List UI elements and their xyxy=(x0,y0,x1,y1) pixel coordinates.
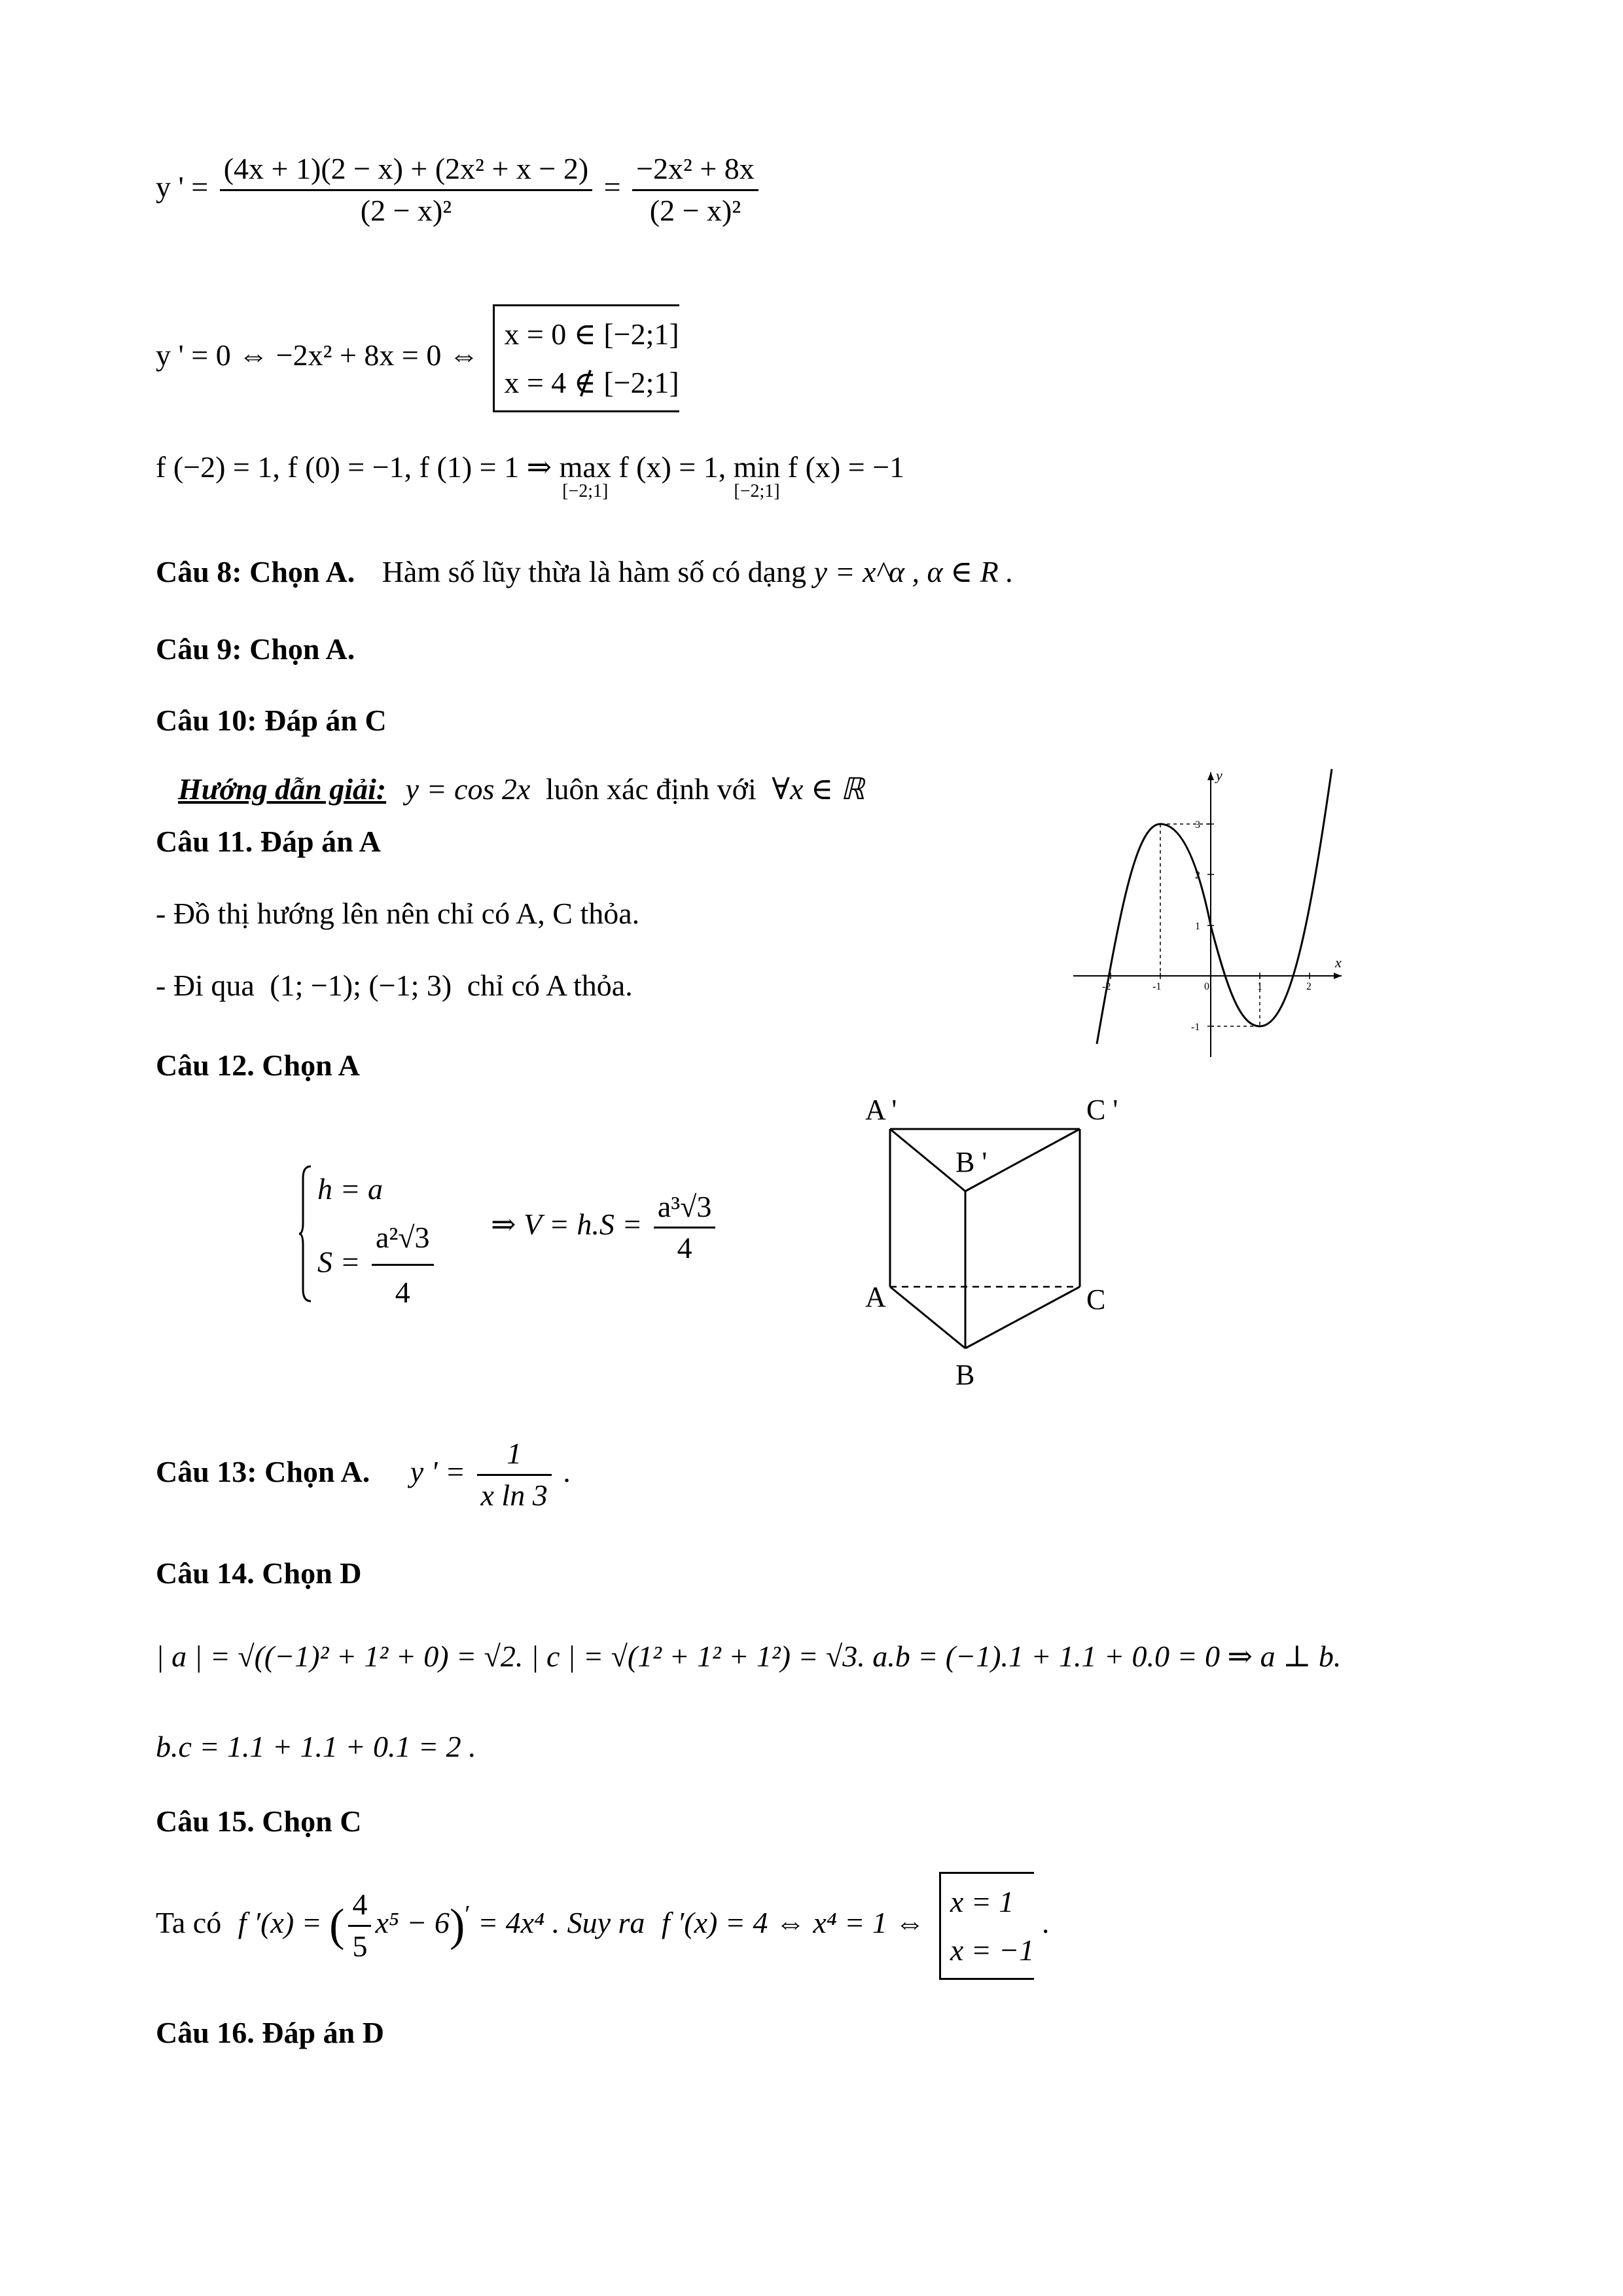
values-mid: f (x) = 1, xyxy=(618,450,726,484)
cau11-line1: - Đồ thị hướng lên nên chỉ có A, C thỏa. xyxy=(156,897,640,930)
values-end: f (x) = −1 xyxy=(787,450,905,484)
cau13-fraction: $\frac{1}{\text{x ln 3}}$ xyxy=(477,1437,552,1513)
curly-brace-icon xyxy=(298,1165,313,1302)
cau12-h: h = a xyxy=(317,1172,383,1206)
tick-x-neg1: -1 xyxy=(1152,981,1162,992)
cau15-case-1: x = 1 xyxy=(950,1885,1014,1918)
values-formula xyxy=(156,450,904,501)
cau14-line2: b.c = 1.1 + 1.1 + 0.1 = 2 . xyxy=(156,1730,476,1763)
cau8-label: Câu 8: Chọn A. xyxy=(156,555,355,588)
deriv-fraction-1 xyxy=(220,152,592,228)
cau15-cases xyxy=(939,1872,1035,1980)
cau9-label: Câu 9: Chọn A. xyxy=(156,632,355,666)
cau10-label: Câu 10: Đáp án C xyxy=(156,704,387,737)
cau15-fraction: $\frac{4}{5}$ xyxy=(348,1888,371,1964)
zero-case-2: x = 4 ∉ [−2;1] xyxy=(504,365,679,399)
cau16-label: Câu 16. Đáp án D xyxy=(156,2016,384,2049)
axis-x-label: x xyxy=(1335,954,1342,971)
close-paren: ) xyxy=(449,1900,465,1951)
deriv-fraction-2 xyxy=(632,152,758,228)
vertex-C: C xyxy=(1086,1283,1106,1316)
deriv-den2: (2 − x)² xyxy=(649,193,741,227)
tick-x-0: 0 xyxy=(1204,981,1209,992)
zero-lhs: y ' = 0 ⇔ −2x² + 8x = 0 ⇔ xyxy=(156,338,479,372)
deriv-den1: (2 − x)² xyxy=(360,193,452,227)
huong-dan-formula-2: ∀x ∈ ℝ xyxy=(772,772,865,806)
deriv-num2: −2x² + 8x xyxy=(632,152,758,191)
cau13-lhs: y ' = xyxy=(410,1454,465,1488)
huong-dan-label: Hướng dẫn giải: xyxy=(178,772,387,806)
y-axis-arrow xyxy=(1207,772,1214,780)
cau11-line2 xyxy=(156,969,633,1003)
cau13-line xyxy=(156,1437,571,1513)
huong-dan-line xyxy=(178,772,865,807)
tick-x-neg2: -2 xyxy=(1102,981,1111,992)
cau15-f1-rest: x⁵ − 6 xyxy=(375,1906,450,1940)
tick-x-1: 1 xyxy=(1257,981,1262,992)
tick-y-2: 2 xyxy=(1195,870,1200,881)
cau11-line2-formula: (1; −1); (−1; 3) xyxy=(270,969,452,1002)
cau12-v: ⇒ V = h.S = $\frac{\text{a³√3}}{4}$ xyxy=(491,1208,719,1241)
huong-dan-formula: y = cos 2x xyxy=(405,772,531,806)
zero-cases xyxy=(493,304,679,412)
cau15-case-2: x = −1 xyxy=(950,1933,1035,1967)
cau15-f2: f ′(x) = 4 ⇔ x⁴ = 1 ⇔ xyxy=(661,1906,925,1940)
cubic-curve xyxy=(1097,769,1332,1044)
cau14-label: Câu 14. Chọn D xyxy=(156,1556,362,1590)
min-operator: min [−2;1] xyxy=(733,450,781,501)
deriv-eq: = xyxy=(603,170,621,204)
cau13-end: . xyxy=(563,1454,571,1488)
cau12-label: Câu 12. Chọn A xyxy=(156,1049,360,1082)
values-part1: f (−2) = 1, f (0) = −1, f (1) = 1 ⇒ xyxy=(156,450,552,484)
cau11-line2-b: chỉ có A thỏa. xyxy=(467,969,633,1002)
cau12-s: S = $\frac{\text{a²√3}}{4}$ xyxy=(317,1213,438,1317)
vertex-A-top: A ' xyxy=(865,1094,897,1126)
cau11-line2-a: - Đi qua xyxy=(156,969,255,1002)
cau15-label: Câu 15. Chọn C xyxy=(156,1804,362,1838)
huong-dan-text: luôn xác định với xyxy=(545,772,757,806)
cau11-label: Câu 11. Đáp án A xyxy=(156,825,381,858)
cubic-graph xyxy=(1073,766,1348,1060)
tick-y-neg1: -1 xyxy=(1191,1022,1200,1033)
zero-formula xyxy=(156,304,679,412)
cau12-system xyxy=(291,1165,719,1317)
cau15-end: . xyxy=(1041,1906,1050,1940)
max-operator: max [−2;1] xyxy=(559,450,611,501)
cau15-f1-end: = 4x⁴ . Suy ra xyxy=(478,1906,645,1940)
axis-y-label: y xyxy=(1216,767,1222,783)
vertex-C-top: C ' xyxy=(1086,1094,1118,1126)
cau15-f1: f ′(x) = xyxy=(238,1906,322,1940)
x-axis-arrow xyxy=(1334,973,1342,979)
cau15-ta-co: Ta có xyxy=(156,1906,222,1940)
deriv-lhs: y ' = xyxy=(156,170,209,204)
derivative-formula xyxy=(156,152,762,228)
deriv-num1: (4x + 1)(2 − x) + (2x² + x − 2) xyxy=(220,152,592,191)
cau14-line1: | a | = √((−1)² + 1² + 0) = √2. | c | = √(1² + 1² + 1²) = √3. a.b = (−1).1 + 1.1 + 0.0 = 0 ⇒ a ⊥ b. xyxy=(156,1640,1342,1673)
cau8-text: Hàm số lũy thừa là hàm số có dạng xyxy=(382,555,807,588)
cau8-line xyxy=(156,555,1014,590)
cau8-formula: y = x^α , α ∈ R . xyxy=(813,555,1014,588)
cau15-line: Ta có f ′(x) = ( $\frac{4}{5}$ x⁵ − 6)′ = 4x⁴ . Suy ra f ′(x) = 4 ⇔ x⁴ = 1 ⇔ x = 1 x = −1 . xyxy=(156,1872,1049,1980)
tick-y-1: 1 xyxy=(1195,921,1200,932)
tick-y-3: 3 xyxy=(1195,819,1200,831)
vertex-B: B xyxy=(955,1359,975,1391)
vertex-A: A xyxy=(865,1281,886,1313)
open-paren: ( xyxy=(329,1900,345,1951)
cau13-label: Câu 13: Chọn A. xyxy=(156,1454,370,1488)
tick-x-2: 2 xyxy=(1306,981,1311,992)
zero-case-1: x = 0 ∈ [−2;1] xyxy=(504,317,679,351)
cau12-brace-system xyxy=(298,1165,438,1317)
vertex-B-top: B ' xyxy=(955,1146,988,1178)
triangular-prism xyxy=(851,1086,1145,1401)
